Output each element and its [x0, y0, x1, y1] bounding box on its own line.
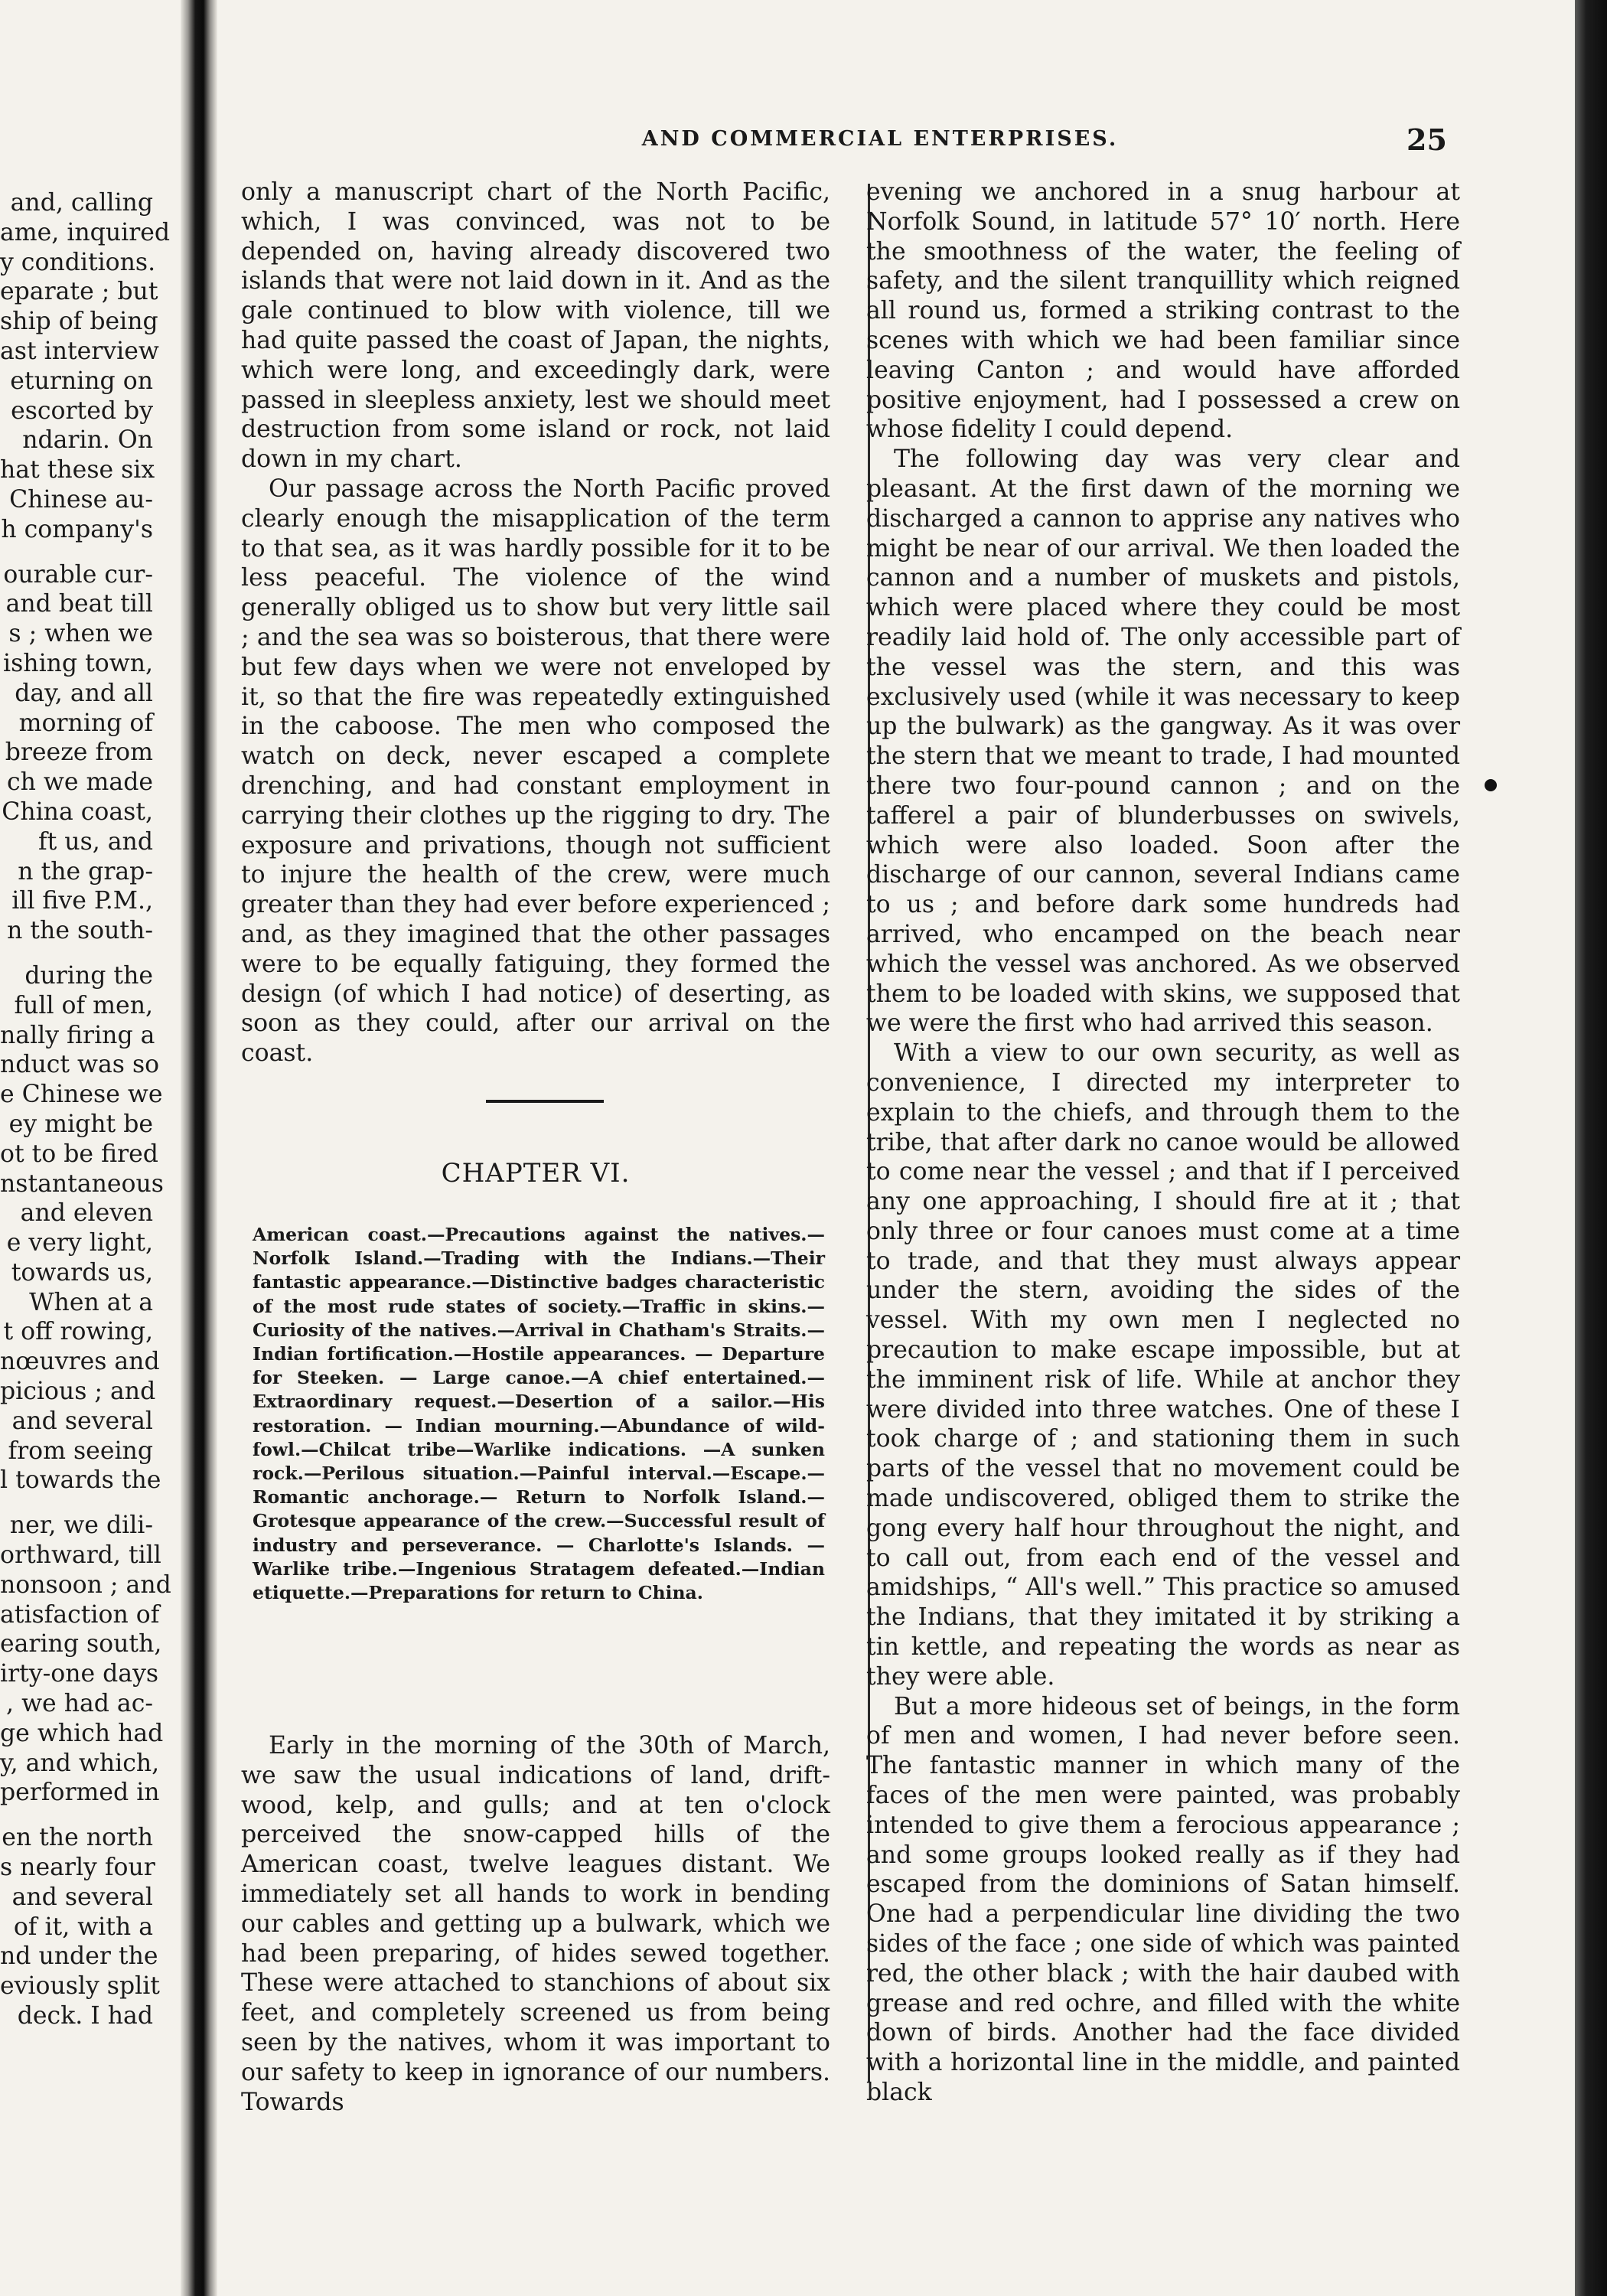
fragment-line: y conditions.	[0, 248, 156, 276]
fragment-line: nd under the	[0, 1942, 158, 1971]
fragment-line: morning of	[18, 709, 153, 737]
paragraph: Our passage across the North Pacific proved clearly enough the misapplication of the term to that sea, as it was hardly possible for it to be less peaceful. The violence of the wind generally obliged us to show but very little sail ; and the sea was so boisterous, that there were but few days when we were not enveloped by it, so that the fire was repeatedly extinguished in the caboose. The men who composed the watch on deck, never escaped a complete drenching, and had constant employment in carrying their clothes up the rigging to dry. The exposure and privations, though not sufficient to injure the health of the crew, were much greater than they had ever before experienced ; and, as they imagined that the other passages were to be equally fatiguing, they formed the design (of which I had notice) of deserting, as soon as they could, after our arrival on the coast.	[241, 475, 830, 1068]
fragment-line: hat these six	[0, 456, 155, 484]
fragment-line: earing south,	[0, 1630, 162, 1658]
fragment-line: s ; when we	[8, 620, 153, 648]
fragment-line: ill five P.M.,	[11, 887, 153, 915]
fragment-line: and several	[11, 1407, 153, 1435]
fragment-line: ge which had	[0, 1719, 164, 1747]
running-header: AND COMMERCIAL ENTERPRISES.	[641, 127, 1119, 151]
fragment-line: and beat till	[5, 590, 153, 618]
left-page-fragment	[0, 188, 171, 2031]
fragment-line: full of men,	[14, 991, 153, 1019]
fragment-line: atisfaction of	[0, 1600, 160, 1629]
fragment-line: ame, inquired	[0, 218, 171, 246]
fragment-line: n the south-	[7, 917, 153, 945]
fragment-line: and several	[11, 1883, 153, 1911]
fragment-line	[0, 946, 153, 961]
fragment-line	[0, 1495, 153, 1511]
page-edge-shadow	[1575, 0, 1607, 2296]
fragment-line: towards us,	[11, 1258, 153, 1287]
fragment-line: deck. I had	[17, 2002, 153, 2030]
fragment-line: during the	[24, 961, 153, 990]
fragment-line: ch we made	[6, 768, 153, 797]
column-1-top	[241, 178, 830, 1068]
paragraph: With a view to our own security, as well as convenience, I directed my interpreter to explain to the chiefs, and through them to the tribe, that after dark no canoe would be allowed to come near the vessel ; and that if I perceived any one approaching, I should fire at it ; that only three or four canoes must come at a time to trade, and that they must always appear under the stern, avoiding the sides of the vessel. With my own men I neglected no precaution to make escape impossible, but at the imminent risk of life. While at anchor they were divided into three watches. One of these I took charge of ; and stationing them in such parts of the vessel that no movement could be made undiscovered, obliged them to strike the gong every half hour throughout the night, and to call out, from each end of the vessel and amidships, “ All's well.” This practice so amused the Indians, that they imitated it by striking a tin kettle, and repeating the words as near as they were able.	[866, 1039, 1460, 1691]
fragment-line: nduct was so	[0, 1051, 160, 1079]
fragment-line: eviously split	[0, 1972, 160, 2001]
book-gutter	[181, 0, 217, 2296]
fragment-line	[0, 545, 153, 560]
fragment-line: China coast,	[2, 797, 153, 826]
fragment-line: picious ; and	[0, 1378, 156, 1406]
fragment-line	[0, 1808, 153, 1823]
fragment-line: from seeing	[8, 1437, 153, 1465]
fragment-line: nœuvres and	[0, 1348, 160, 1376]
fragment-line: e very light,	[6, 1229, 153, 1257]
fragment-line: t off rowing,	[3, 1318, 153, 1346]
fragment-line: escorted by	[11, 396, 153, 425]
fragment-line: , we had ac-	[6, 1690, 153, 1718]
fragment-line: ishing town,	[3, 649, 153, 677]
paragraph: Early in the morning of the 30th of March, we saw the usual indications of land, drift-wood, kelp, and gulls; and at ten o'clock perceived the snow-capped hills of the American coast, twelve leagues distant. We immediately set all hands to work in bending our cables and getting up a bulwark, which we had been preparing, of hides sewed together. These were attached to stanchions of about six feet, and completely screened us from being seen by the natives, whom it was important to our safety to keep in ignorance of our numbers. Towards	[241, 1732, 830, 2116]
fragment-line: s nearly four	[0, 1854, 155, 1882]
fragment-line: l towards the	[0, 1466, 161, 1495]
fragment-line: irty-one days	[0, 1660, 159, 1688]
fragment-line: ourable cur-	[3, 560, 153, 589]
column-1-bottom	[241, 1731, 830, 2117]
fragment-line: and, calling	[10, 189, 153, 217]
fragment-line: of it, with a	[13, 1913, 153, 1941]
paragraph: The following day was very clear and pleasant. At the first dawn of the morning we discharged a cannon to apprise any natives who might be near of our arrival. We then loaded the cannon and a number of muskets and pistols, which were placed where they could be most readily laid hold of. The only accessible part of the vessel was the stern, and this was exclusively used (while it was necessary to keep up the bulwark) as the gangway. As it was over the stern that we meant to trade, I had mounted there two four-pound cannon ; and on the tafferel a pair of blunderbusses on swivels, which were also loaded. Soon after the discharge of our cannon, several Indians came to us ; and before dark some hundreds had arrived, who encamped on the beach near which the vessel was anchored. As we observed them to be loaded with skins, we supposed that we were the first who had arrived this season.	[866, 445, 1460, 1038]
fragment-line: eparate ; but	[0, 278, 158, 306]
fragment-line: nstantaneous	[0, 1169, 164, 1198]
fragment-line: ft us, and	[37, 827, 153, 856]
fragment-line: n the grap-	[18, 857, 153, 885]
fragment-line: day, and all	[15, 679, 153, 707]
fragment-line: y, and which,	[0, 1749, 160, 1777]
fragment-line: Chinese au-	[9, 485, 153, 514]
fragment-line: ship of being	[0, 308, 158, 336]
fragment-line: performed in	[0, 1779, 160, 1807]
column-2	[866, 178, 1460, 2108]
fragment-line: ey might be	[8, 1110, 153, 1138]
fragment-line: ndarin. On	[22, 426, 153, 455]
chapter-title: CHAPTER VI.	[441, 1158, 631, 1189]
chapter-synopsis: American coast.—Precautions against the natives.—Norfolk Island.—Trading with the Indians.—Their fantastic appearance.—Distinctive badges characteristic of the most rude states of society.—Traffic in skins.—Curiosity of the natives.—Arrival in Chatham's Straits.—Indian fortification.—Hostile appearances. — Departure for Steeken. — Large canoe.—A chief entertained.—Extraordinary request.—Desertion of a sailor.—His restoration. — Indian mourning.—Abundance of wild-fowl.—Chilcat tribe—Warlike indications. —A sunken rock.—Perilous situation.—Painful interval.—Escape.— Romantic anchorage.— Return to Norfolk Island.—Grotesque appearance of the crew.—Successful result of industry and perseverance. — Charlotte's Islands. — Warlike tribe.—Ingenious Stratagem defeated.—Indian etiquette.—Preparations for return to China.	[253, 1224, 825, 1604]
paragraph: only a manuscript chart of the North Pacific, which, I was convinced, was not to be depended on, having already discovered two islands that were not laid down in it. And as the gale continued to blow with violence, till we had quite passed the coast of Japan, the nights, which were long, and exceedingly dark, were passed in sleepless anxiety, lest we should meet destruction from some island or rock, not laid down in my chart.	[241, 178, 830, 474]
ink-blot	[1485, 779, 1497, 791]
page-number: 25	[1407, 122, 1447, 157]
fragment-line: When at a	[29, 1288, 153, 1316]
section-divider	[486, 1100, 604, 1103]
fragment-line: ner, we dili-	[9, 1512, 153, 1540]
fragment-line: breeze from	[5, 739, 153, 767]
fragment-line: and eleven	[20, 1199, 153, 1228]
fragment-line: ot to be fired	[0, 1140, 158, 1168]
fragment-line: eturning on	[10, 367, 153, 395]
fragment-line: orthward, till	[0, 1541, 161, 1570]
fragment-line: e Chinese we	[0, 1081, 163, 1109]
paragraph: But a more hideous set of beings, in the form of men and women, I had never before seen. The fantastic manner in which many of the faces of the men were painted, was probably intended to give them a ferocious appearance ; and some groups looked really as if they had escaped from the dominions of Satan himself. One had a perpendicular line dividing the two sides of the face ; one side of which was painted red, the other black ; with the hair daubed with grease and red ochre, and filled with the white down of birds. Another had the face divided with a horizontal line in the middle, and painted black	[866, 1692, 1460, 2106]
fragment-line: en the north	[2, 1824, 153, 1852]
fragment-line: h company's	[1, 515, 153, 543]
fragment-line: ast interview	[0, 337, 159, 365]
paragraph: evening we anchored in a snug harbour at Norfolk Sound, in latitude 57° 10′ north. Here the smoothness of the water, the feeling of safety, and the silent tranquillity which reigned all round us, formed a striking contrast to the scenes with which we had been familiar since leaving Canton ; and would have afforded positive enjoyment, had I possessed a crew on whose fidelity I could depend.	[866, 178, 1460, 444]
fragment-line: nonsoon ; and	[0, 1570, 171, 1599]
fragment-line: nally firing a	[0, 1021, 155, 1049]
